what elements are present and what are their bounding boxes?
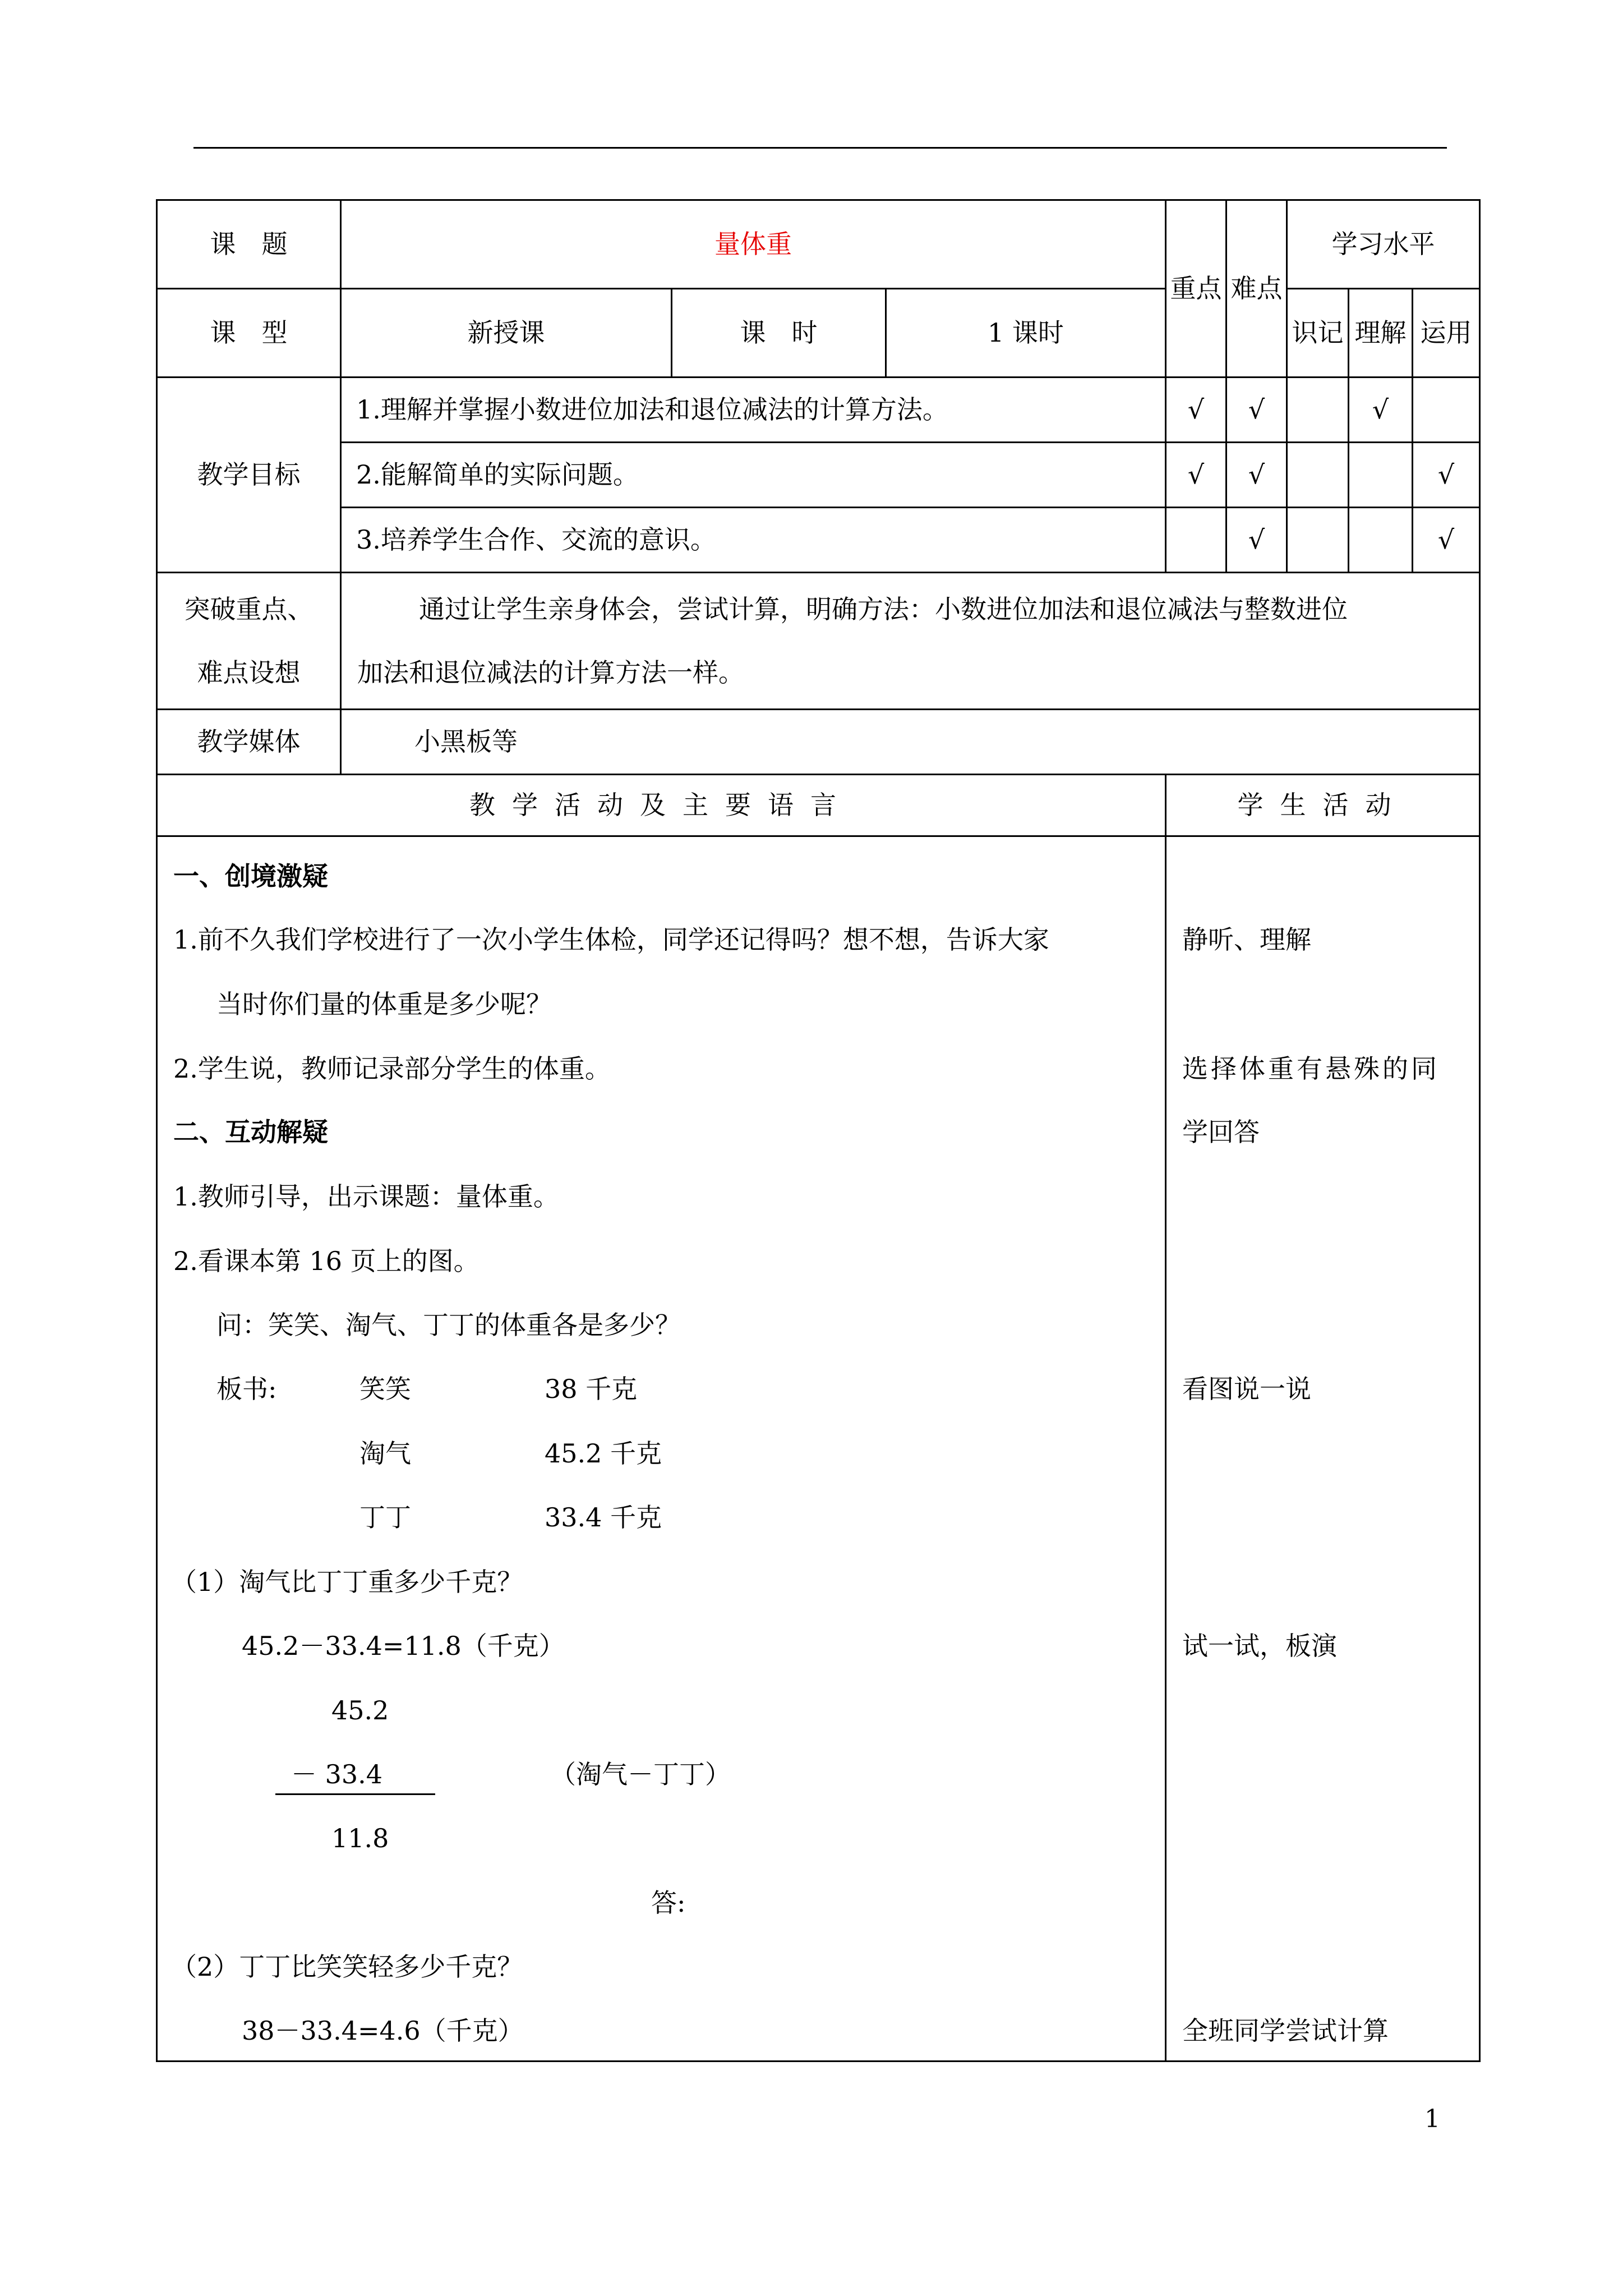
key-point-header: 重点 (1166, 200, 1227, 378)
page-number: 1 (1424, 2105, 1440, 2133)
objective-1-mark-key: √ (1166, 378, 1227, 443)
question-1: （1）淘气比丁丁重多少千克？ (171, 1567, 523, 1598)
level-memorize: 识记 (1287, 289, 1349, 378)
activity-header: 教学活动及主要语言 (157, 775, 1166, 836)
vertical-note: （淘气－丁丁） (550, 1759, 731, 1790)
activity-line: 2.学生说，教师记录部分学生的体重。 (173, 1053, 611, 1084)
equation-2: 38－33.4=4.6（千克） (242, 2016, 524, 2046)
board-name: 淘气 (359, 1438, 411, 1469)
board-weight: 38 千克 (545, 1374, 638, 1405)
board-name: 笑笑 (359, 1374, 411, 1405)
student-activity-header: 学生活动 (1166, 775, 1480, 836)
objective-2-mark-apply: √ (1413, 443, 1480, 508)
lesson-plan-table (156, 199, 1481, 2062)
lesson-title: 量体重 (341, 200, 1166, 289)
media-label: 教学媒体 (157, 710, 341, 775)
teacher-activity-cell (157, 836, 1166, 2062)
board-label: 板书: (216, 1374, 277, 1405)
objective-1: 1.理解并掌握小数进位加法和退位减法的计算方法。 (341, 378, 1166, 443)
objective-3: 3.培养学生合作、交流的意识。 (341, 508, 1166, 573)
activity-line: 1.前不久我们学校进行了一次小学生体检，同学还记得吗？想不想，告诉大家 (173, 924, 1049, 955)
difficulty-header: 难点 (1227, 200, 1287, 378)
level-understand: 理解 (1349, 289, 1413, 378)
objective-3-mark-memorize (1287, 508, 1349, 573)
hours-label: 课 时 (672, 289, 886, 378)
student-activity-cell (1166, 836, 1480, 2062)
student-line: 学回答 (1182, 1117, 1260, 1148)
objective-3-mark-understand (1349, 508, 1413, 573)
objective-1-mark-memorize (1287, 378, 1349, 443)
objective-3-mark-apply: √ (1413, 508, 1480, 573)
vertical-result: 11.8 (331, 1823, 389, 1854)
vertical-underline (275, 1793, 435, 1795)
objective-2-mark-understand (1349, 443, 1413, 508)
vertical-top: 45.2 (331, 1695, 389, 1726)
activity-line: 当时你们量的体重是多少呢？ (216, 989, 552, 1020)
learning-level-header: 学习水平 (1287, 200, 1480, 289)
student-line: 试一试，板演 (1182, 1631, 1337, 1662)
header-rule (193, 147, 1447, 149)
student-line: 看图说一说 (1182, 1374, 1311, 1405)
objective-2: 2.能解简单的实际问题。 (341, 443, 1166, 508)
activity-line: 1.教师引导，出示课题：量体重。 (173, 1181, 559, 1212)
objective-1-mark-difficulty: √ (1227, 378, 1287, 443)
type-value: 新授课 (341, 289, 672, 378)
objective-3-mark-difficulty: √ (1227, 508, 1287, 573)
board-weight: 33.4 千克 (545, 1502, 662, 1533)
strategy-label: 突破重点、 难点设想 (157, 573, 341, 710)
objective-2-mark-memorize (1287, 443, 1349, 508)
activity-line: 2.看课本第 16 页上的图。 (173, 1246, 479, 1277)
student-line: 静听、理解 (1182, 924, 1311, 955)
answer-label: 答: (651, 1888, 686, 1918)
student-line: 选择体重有悬殊的同 (1182, 1053, 1440, 1084)
objective-1-mark-understand: √ (1349, 378, 1413, 443)
section-heading-1: 一、创境激疑 (173, 861, 328, 892)
activity-line: 问：笑笑、淘气、丁丁的体重各是多少？ (216, 1310, 681, 1341)
objective-3-mark-key (1166, 508, 1227, 573)
objectives-label: 教学目标 (157, 378, 341, 573)
student-line: 全班同学尝试计算 (1182, 2016, 1389, 2046)
objective-2-mark-key: √ (1166, 443, 1227, 508)
objective-1-mark-apply (1413, 378, 1480, 443)
question-2: （2）丁丁比笑笑轻多少千克？ (171, 1952, 523, 1982)
strategy-text: 通过让学生亲身体会，尝试计算，明确方法：小数进位加法和退位减法与整数进位 加法和退位减法的计算方法一样。 (341, 573, 1480, 710)
section-heading-2: 二、互动解疑 (173, 1117, 328, 1148)
board-name: 丁丁 (359, 1502, 411, 1533)
hours-value: 1 课时 (886, 289, 1166, 378)
topic-label: 课 题 (157, 200, 341, 289)
vertical-subtrahend: － 33.4 (291, 1759, 383, 1790)
media-value: 小黑板等 (341, 710, 1480, 775)
type-label: 课 型 (157, 289, 341, 378)
objective-2-mark-difficulty: √ (1227, 443, 1287, 508)
equation-1: 45.2－33.4=11.8（千克） (242, 1631, 565, 1662)
board-weight: 45.2 千克 (545, 1438, 662, 1469)
level-apply: 运用 (1413, 289, 1480, 378)
